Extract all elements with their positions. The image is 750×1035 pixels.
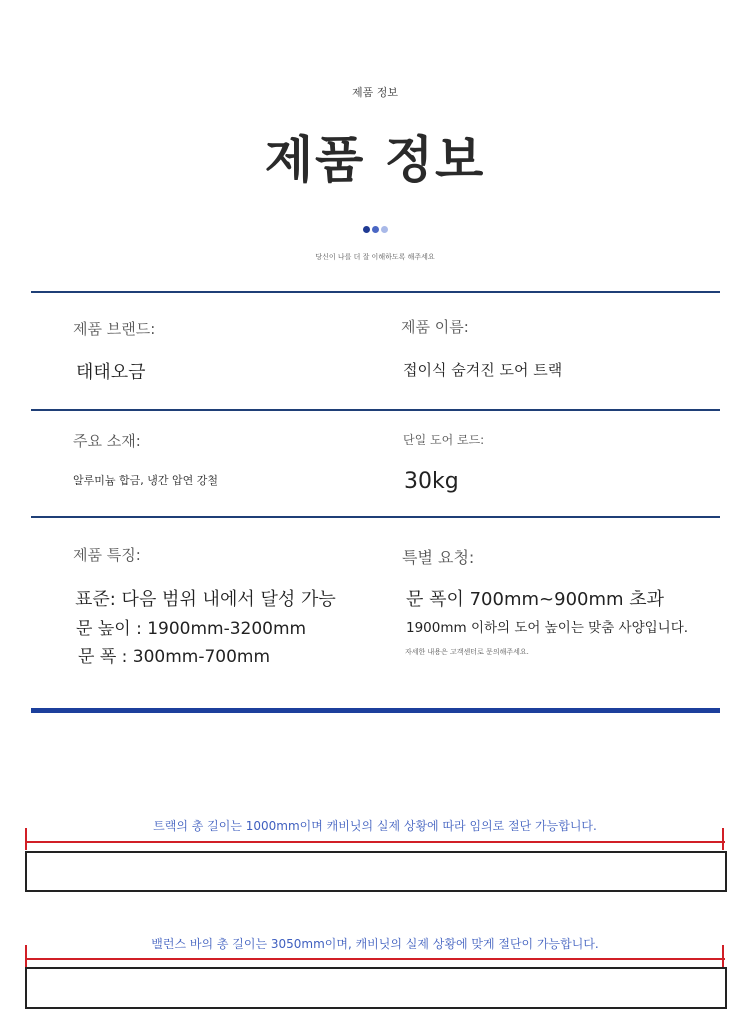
balance-dim-right-tick (722, 945, 724, 967)
material-label: 주요 소재: (73, 432, 141, 450)
material-value: 알루미늄 합금, 냉간 압연 강철 (73, 474, 218, 487)
special-label: 특별 요청: (402, 548, 475, 567)
tagline: 당신이 나를 더 잘 이해하도록 해주세요 (315, 253, 435, 261)
page-title: 제품 정보 (264, 131, 486, 189)
load-value: 30kg (404, 469, 459, 494)
dots-indicator (0, 218, 750, 237)
track-caption: 트랙의 총 길이는 1000mm이며 캐비닛의 실제 상황에 따라 임의로 절단 가능합니다. (153, 819, 597, 833)
special-note: 자세한 내용은 고객센터로 문의해주세요. (405, 648, 529, 656)
section-eyebrow: 제품 정보 (351, 86, 398, 99)
features-label: 제품 특징: (73, 546, 141, 564)
track-bar (25, 851, 727, 892)
divider-accent (31, 708, 720, 713)
divider-3 (31, 516, 720, 518)
brand-label: 제품 브랜드: (73, 320, 156, 338)
brand-value: 태태오금 (76, 362, 146, 383)
dot-1 (363, 226, 370, 233)
divider-2 (31, 409, 720, 411)
special-line-2: 1900mm 이하의 도어 높이는 맞춤 사양입니다. (406, 620, 689, 636)
load-label: 단일 도어 로드: (403, 433, 485, 447)
features-line-2: 문 높이 : 1900mm-3200mm (76, 619, 307, 639)
features-line-3: 문 폭 : 300mm-700mm (78, 647, 271, 667)
track-dimension-line (25, 841, 725, 843)
dot-3 (381, 226, 388, 233)
features-line-1: 표준: 다음 범위 내에서 달성 가능 (75, 589, 336, 610)
balance-caption: 밸런스 바의 총 길이는 3050mm이며, 캐비닛의 실제 상황에 맞게 절단이 가능합니다. (151, 937, 599, 951)
divider-1 (31, 291, 720, 293)
track-dim-right-tick (722, 828, 724, 850)
balance-dimension-line (25, 958, 725, 960)
product-name-label: 제품 이름: (401, 318, 469, 336)
balance-bar (25, 967, 727, 1009)
special-line-1: 문 폭이 700mm~900mm 초과 (406, 589, 665, 610)
dot-2 (372, 226, 379, 233)
product-name-value: 접이식 숨겨진 도어 트랙 (403, 361, 563, 379)
balance-dim-left-tick (25, 945, 27, 967)
track-dim-left-tick (25, 828, 27, 850)
